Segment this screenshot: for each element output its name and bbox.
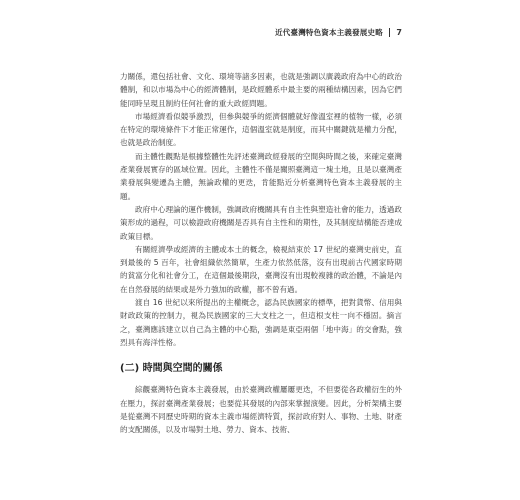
section-heading: (二) 時間與空間的關係: [120, 363, 223, 375]
body-paragraph: 力關係，還包括社會、文化、環境等諸多因素，也就是強調以廣義政府為中心的政治體制，和以市場為中心的經濟體制，是政經體系中最主要的兩種結構因素，因為它們能同時呈現且制約任何社會的重大政經問題。: [120, 72, 402, 108]
header-divider: [389, 28, 391, 37]
body-paragraph: 而主體性觀點是根據整體性先評述臺灣政經發展的空間與時間之後，來確定臺灣產業發展實存的區域位置。因此，主體性不僅是關照臺灣這一塊土地，且是以臺灣產業發展與變遷為主體，無論政權的更迭，肯能點近分析臺灣特色資本主義發展的主題。: [120, 151, 402, 201]
running-header: [275, 27, 402, 38]
page-number: 7: [396, 28, 402, 37]
body-paragraph: 市場經濟看似競爭激烈，但參與競爭的經濟個體就好像溫室裡的植物一樣，必須在特定的環境條件下才能正常運作，這個溫室就是制度，而其中關鍵就是權力分配，也就是政治制度。: [120, 111, 402, 148]
page-body: [120, 70, 402, 436]
body-paragraph: 渡自 16 世紀以來所提出的主權概念，認為民族國家的標準，把對貨幣、信用與財政政策的控制力，視為民族國家的三大支柱之一，但這根支柱一向不穩固。摘言之，臺灣應該建立以自己為主體的中心點，強調是東亞兩個「地中海」的交會點，強烈具有海洋性格。: [120, 298, 402, 347]
body-paragraph: 政府中心理論的運作機制，強調政府機關具有自主性與塑造社會的能力，透過政策形成的過程，可以檢證政府機關是否具有自主性和的期性，及其制度結構能否達成政策目標。: [120, 204, 402, 241]
book-title: 近代臺灣特色資本主義發展史略: [275, 28, 383, 37]
section-paragraph: 綜觀臺灣特色資本主義發展，由於臺灣政權屢屢更迭，不但要從各政權衍生的外在壓力，探討臺灣產業發展；也要從其發展的內部來掌握演變。因此，分析架構主要是從臺灣不同歷史時期的資本主義市場經濟特質，探討政府對人、事物、土地、財產的支配關係，以及市場對土地、勞力、資本、技術、: [120, 385, 402, 435]
body-paragraph: 有關經濟學或經濟的主體或本土的概念，檢視結束於 17 世紀的臺灣史前史，直到最後的 5 百年，社會組織依然簡單，生產力依然低落，沒有出現前古代國家時期的貧富分化和社會分工，在這個最後期段，臺灣沒有出現較複雜的政治體，不論是內在自然發展的結果或是外力強加的政權，都不曾有過。: [120, 244, 402, 294]
